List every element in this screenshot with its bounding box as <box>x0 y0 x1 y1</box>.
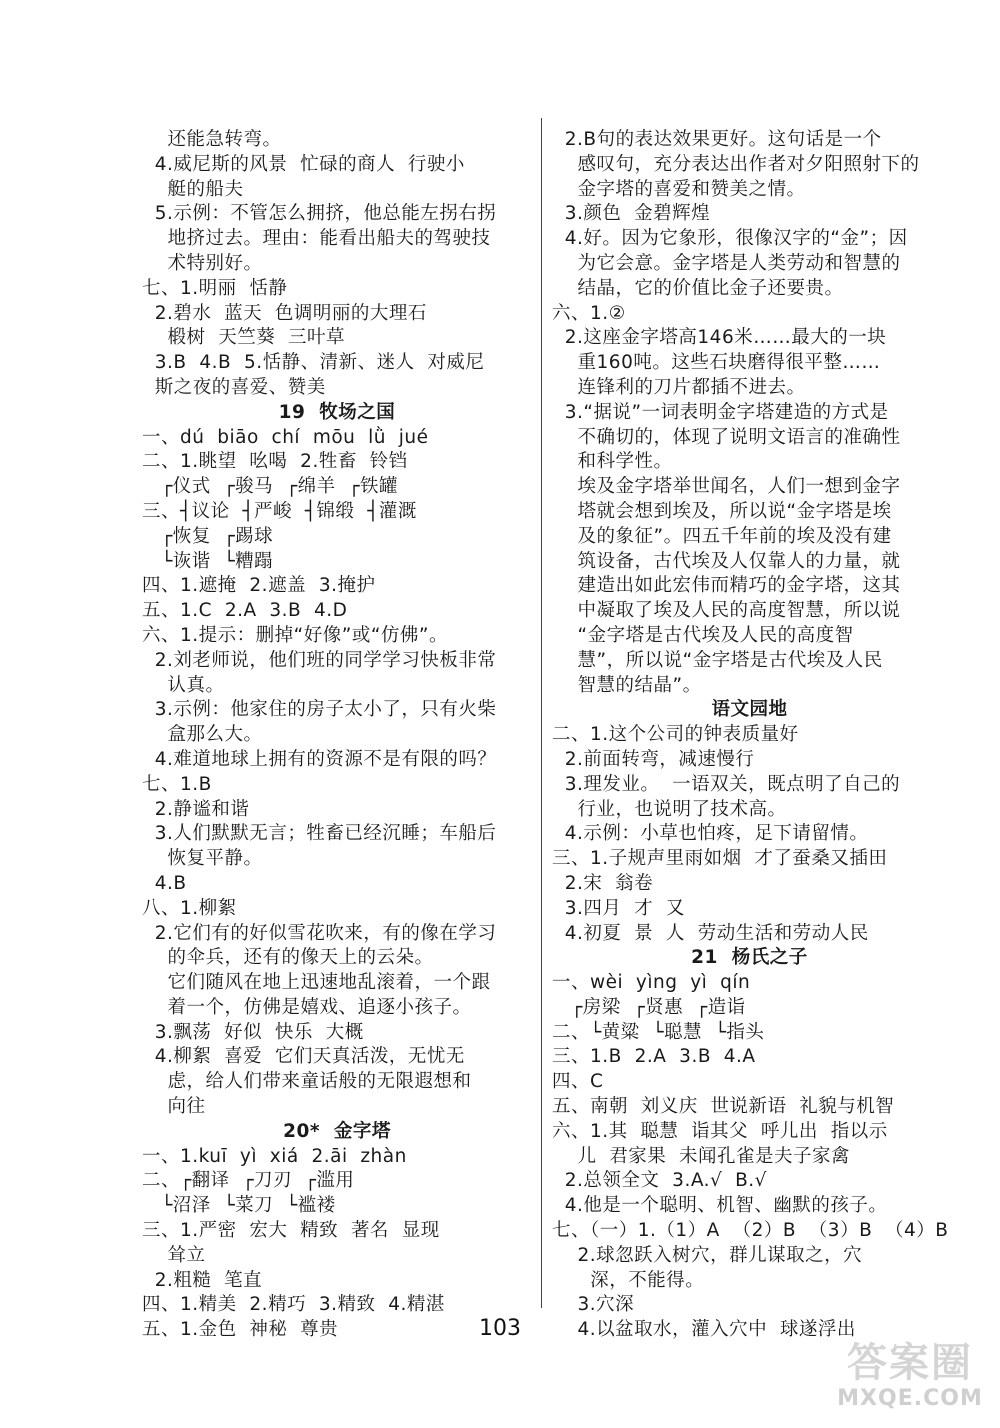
answer-line: 2.刘老师说，他们班的同学学习快板非常 <box>142 649 497 671</box>
answer-line: 3.示例：他家住的房子太小了，只有火柴 <box>142 699 497 721</box>
answer-line: 五、南朝 刘义庆 世说新语 礼貌与机智 <box>552 1096 895 1118</box>
answer-line: ┌房梁 ┌贤惠 ┌造诣 <box>552 996 746 1018</box>
answer-line: 五、1.金色 神秘 尊贵 <box>142 1319 339 1341</box>
answer-line: 它们随风在地上迅速地乱滚着，一个跟 <box>142 972 491 994</box>
answer-line: └诙谐 └糟蹋 <box>142 550 274 572</box>
answer-line: 的伞兵，还有的像天上的云朵。 <box>142 947 434 969</box>
answer-line: 4.以盆取水，灌入穴中 球遂浮出 <box>552 1319 856 1341</box>
answer-line: 八、1.柳絮 <box>142 897 237 919</box>
answer-line: 三、1.子规声里雨如烟 才了蚕桑又插田 <box>552 848 888 870</box>
answer-line: 中凝取了埃及人民的高度智慧，所以说 <box>552 600 901 622</box>
answer-line: 四、1.遮掩 2.遮盖 3.掩护 <box>142 575 376 597</box>
answer-line: 术特别好。 <box>142 252 263 274</box>
answer-line: 向往 <box>142 1096 206 1118</box>
answer-line: 2.粗糙 笔直 <box>142 1269 263 1291</box>
answer-line: 六、1.其 聪慧 诣其父 呼儿出 指以示 <box>552 1120 888 1142</box>
answer-line: 2.碧水 蓝天 色调明丽的大理石 <box>142 302 427 324</box>
answer-line: 一、dú biāo chí mōu lǜ jué <box>142 426 429 448</box>
answer-line: 3.“据说”一词表明金字塔建造的方式是 <box>552 401 889 423</box>
answer-line: 椴树 天竺葵 三叶草 <box>142 327 346 349</box>
answer-line: 三、1.严密 宏大 精致 著名 显现 <box>142 1220 440 1242</box>
answer-line: 斯之夜的喜爱、赞美 <box>142 376 326 398</box>
answer-line: 3.人们默默无言；牲畜已经沉睡；车船后 <box>142 823 497 845</box>
answer-line: 及的象征”。四五千年前的埃及没有建 <box>552 525 892 547</box>
answer-line: 连锋利的刀片都插不进去。 <box>552 376 806 398</box>
answer-line: 3.颜色 金碧辉煌 <box>552 203 711 225</box>
answer-line: 行业，也说明了技术高。 <box>552 798 787 820</box>
answer-line: 塔就会想到埃及，所以说“金字塔是埃 <box>552 500 892 522</box>
answer-line: 五、1.C 2.A 3.B 4.D <box>142 600 348 622</box>
answer-line: 艇的船夫 <box>142 178 244 200</box>
answer-line: 5.示例：不管怎么拥挤，他总能左拐右拐 <box>142 203 497 225</box>
answer-line: └沼泽 └菜刀 └褴褛 <box>142 1195 336 1217</box>
answer-line: 2.球忽跃入树穴，群儿谋取之，穴 <box>552 1244 863 1266</box>
answer-line: 2.宋 翁卷 <box>552 872 654 894</box>
answer-line: 3.B 4.B 5.恬静、清新、迷人 对威尼 <box>142 352 485 374</box>
answer-line: 一、wèi yìng yì qín <box>552 972 751 994</box>
answer-line: 4.示例：小草也怕疼，足下请留情。 <box>552 823 869 845</box>
answer-line: 恢复平静。 <box>142 848 263 870</box>
column-divider <box>541 118 542 1308</box>
answer-line: 四、1.精美 2.精巧 3.精致 4.精湛 <box>142 1294 445 1316</box>
answer-line: 六、1.提示：删掉“好像”或“仿佛”。 <box>142 624 448 646</box>
answer-line: 儿 君家果 未闻孔雀是夫子家禽 <box>552 1145 851 1167</box>
answer-line: ┌仪式 ┌骏马 ┌绵羊 ┌铁罐 <box>142 476 398 498</box>
answer-line: 3.理发业。 一语双关，既点明了自己的 <box>552 773 901 795</box>
answer-line: 慧”，所以说“金字塔是古代埃及人民 <box>552 649 883 671</box>
answer-line: ┌恢复 ┌踢球 <box>142 525 274 547</box>
section-title: 语文园地 <box>711 699 788 721</box>
answer-line: 重160吨。这些石块磨得很平整…… <box>552 352 881 374</box>
answer-line: 二、└黄粱 └聪慧 └指头 <box>552 1021 765 1043</box>
answer-line: 耸立 <box>142 1244 206 1266</box>
answer-line: 2.B句的表达效果更好。这句话是一个 <box>552 129 882 150</box>
answer-line: 4.好。因为它象形，很像汉字的“金”；因 <box>552 228 908 250</box>
answer-line: 2.总领全文 3.A.√ B.√ <box>552 1170 767 1192</box>
answer-line: 还能急转弯。 <box>142 129 282 150</box>
answer-line: 着一个，仿佛是嬉戏、追逐小孩子。 <box>142 996 472 1018</box>
answer-line: 七、（一）1.（1）A （2）B （3）B （4）B <box>552 1220 949 1242</box>
answer-line: 建造出如此宏伟而精巧的金字塔，这其 <box>552 575 901 597</box>
answer-line: 虑，给人们带来童话般的无限遐想和 <box>142 1071 472 1093</box>
answer-line: 3.四月 才 又 <box>552 897 685 919</box>
watermark-logo <box>830 1340 990 1420</box>
section-title: 21 杨氏之子 <box>691 947 808 969</box>
answer-line: 和科学性。 <box>552 451 673 473</box>
answer-line: 三、┤议论 ┤严峻 ┤锦缎 ┤灌溉 <box>142 500 417 522</box>
answer-line: 3.穴深 <box>552 1294 635 1316</box>
answer-line: 筑设备，古代埃及人仅靠人的力量，就 <box>552 550 901 572</box>
answer-line: 2.静谧和谐 <box>142 798 250 820</box>
answer-line: 4.B <box>142 872 187 894</box>
answer-line: 深，不能得。 <box>552 1269 705 1291</box>
answer-line: 为它会意。金字塔是人类劳动和智慧的 <box>552 252 901 274</box>
answer-line: 感叹句，充分表达出作者对夕阳照射下的 <box>552 153 920 175</box>
answer-line: 四、C <box>552 1071 604 1093</box>
left-column <box>142 128 532 1343</box>
answer-line: 4.难道地球上拥有的资源不是有限的吗？ <box>142 748 497 770</box>
answer-line: 不确切的，体现了说明文语言的准确性 <box>552 426 901 448</box>
answer-line: 3.飘荡 好似 快乐 大概 <box>142 1021 364 1043</box>
answer-line: 地挤过去。理由：能看出船夫的驾驶技 <box>142 228 491 250</box>
page-number: 103 <box>479 1316 521 1341</box>
answer-line: 2.它们有的好似雪花吹来，有的像在学习 <box>142 922 497 944</box>
answer-line: 2.前面转弯，减速慢行 <box>552 748 755 770</box>
answer-line: 2.这座金字塔高146米……最大的一块 <box>552 327 887 349</box>
answer-line: 4.威尼斯的风景 忙碌的商人 行驶小 <box>142 153 465 175</box>
answer-line: 结晶，它的价值比金子还要贵。 <box>552 277 844 299</box>
section-title: 19 牧场之国 <box>278 401 396 423</box>
answer-line: 三、1.B 2.A 3.B 4.A <box>552 1046 756 1068</box>
answer-line: 认真。 <box>142 674 225 696</box>
right-column <box>552 128 947 1343</box>
answer-line: 4.他是一个聪明、机智、幽默的孩子。 <box>552 1195 888 1217</box>
answer-line: 金字塔的喜爱和赞美之情。 <box>552 178 806 200</box>
answer-line: 二、1.这个公司的钟表质量好 <box>552 724 799 746</box>
watermark-sub: MXQE.COM <box>837 1386 983 1411</box>
answer-line: “金字塔是古代埃及人民的高度智 <box>552 624 854 646</box>
answer-line: 智慧的结晶”。 <box>552 674 702 696</box>
answer-line: 一、1.kuī yì xiá 2.āi zhàn <box>142 1145 407 1167</box>
watermark-main: 答案圈 <box>847 1340 973 1386</box>
answer-line: 七、1.B <box>142 773 212 795</box>
answer-line: 七、1.明丽 恬静 <box>142 277 288 299</box>
answer-line: 二、┌翻译 ┌刀刃 ┌滥用 <box>142 1170 355 1192</box>
answer-line: 盒那么大。 <box>142 724 263 746</box>
answer-line: 六、1.② <box>552 302 626 324</box>
section-title: 20* 金字塔 <box>283 1120 391 1142</box>
answer-line: 二、1.眺望 吆喝 2.牲畜 铃铛 <box>142 451 408 473</box>
answer-line: 4.柳絮 喜爱 它们天真活泼，无忧无 <box>142 1046 465 1068</box>
answer-line: 4.初夏 景 人 劳动生活和劳动人民 <box>552 922 869 944</box>
answer-line: 埃及金字塔举世闻名，人们一想到金字 <box>552 476 901 498</box>
